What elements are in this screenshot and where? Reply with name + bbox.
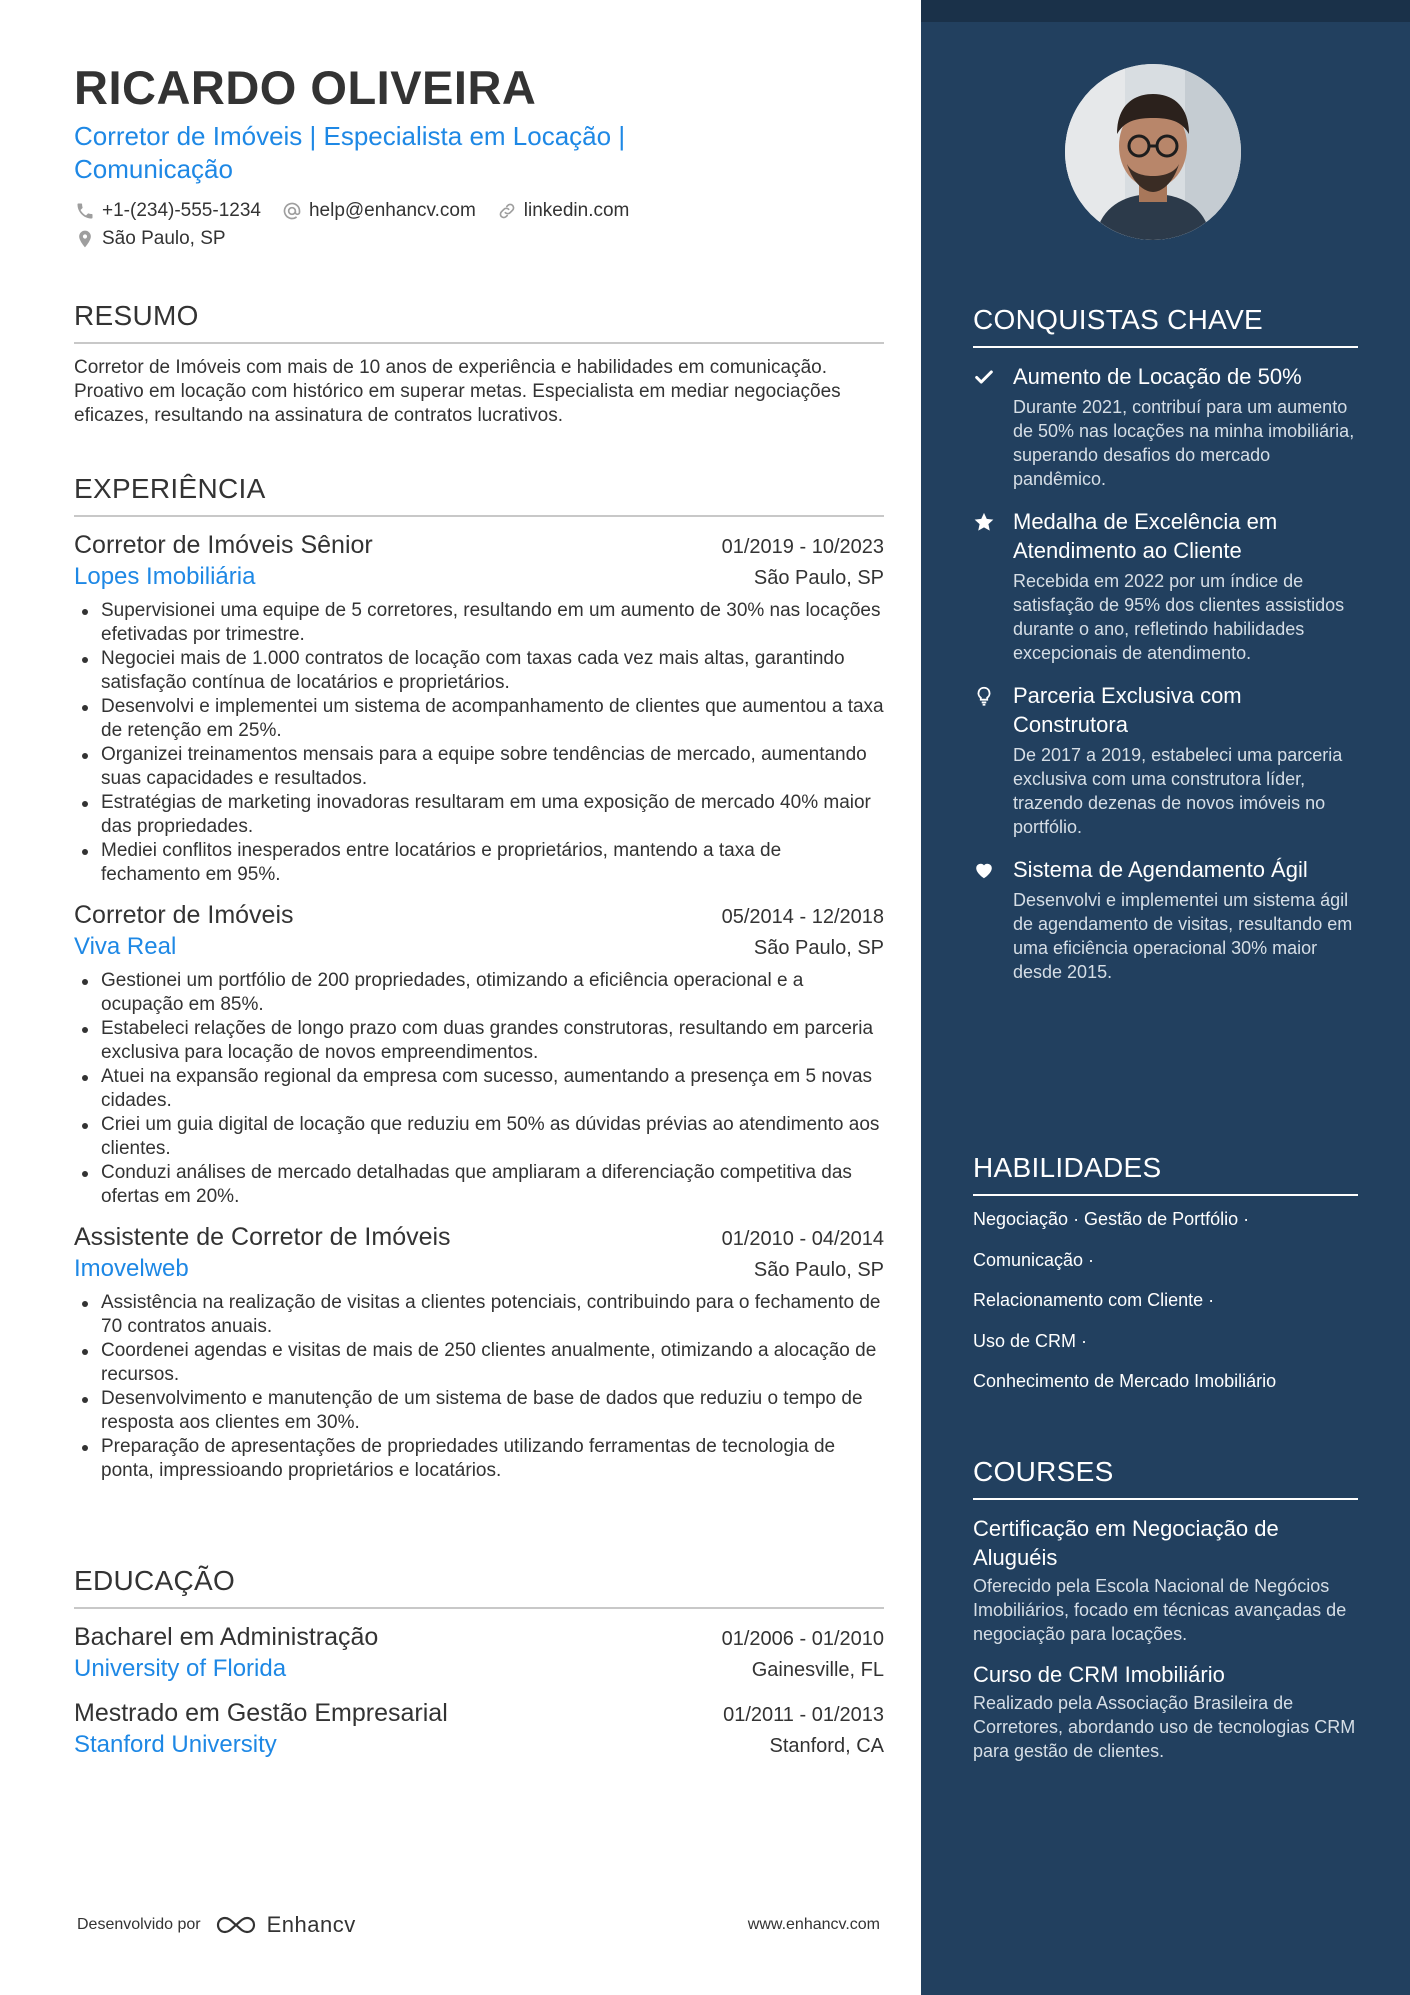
job-title: Corretor de Imóveis [74,901,294,929]
education-entry [74,1621,884,1685]
bullet-item: Mediei conflitos inesperados entre locatários e proprietários, mantendo a taxa de fechamento em 95%. [74,839,884,887]
job-dates: 01/2019 - 10/2023 [721,536,884,558]
achievements-title: CONQUISTAS CHAVE [973,304,1358,348]
experience-section [74,473,884,1483]
course-item [973,1660,1358,1763]
achievement-title: Aumento de Locação de 50% [1013,364,1302,389]
job-location: São Paulo, SP [753,567,884,589]
profile-portrait-icon [1065,64,1241,240]
contact-email[interactable] [281,200,476,222]
job-bullets [74,969,884,1209]
education-section [74,1565,884,1761]
skill-item: Relacionamento com Cliente · [973,1290,1215,1310]
headline-line-1: Corretor de Imóveis | Especialista em Locação | [74,121,626,151]
bullet-item: Gestionei um portfólio de 200 propriedades, otimizando a eficiência operacional e a ocupação em 85%. [74,969,884,1017]
footer-website[interactable]: www.enhancv.com [747,1916,880,1933]
achievement-item [973,507,1358,665]
achievements-section [973,304,1358,984]
experience-title: EXPERIÊNCIA [74,473,884,517]
achievement-desc: De 2017 a 2019, estabeleci uma parceria exclusiva com uma construtora líder, trazendo dezenas de novos imóveis no portfólio. [1013,745,1343,837]
course-title: Curso de CRM Imobiliário [973,1662,1225,1687]
contact-phone [74,200,261,222]
job-entry [74,899,884,1209]
degree-title: Bacharel em Administração [74,1623,379,1651]
linkedin-text: linkedin.com [523,200,630,221]
job-bullets [74,599,884,887]
location-pin-icon [74,228,96,250]
sidebar-top-band [921,0,1410,22]
achievement-item [973,362,1358,491]
bullet-item: Desenvolvimento e manutenção de um sistema de base de dados que reduziu o tempo de resposta aos clientes em 30%. [74,1387,884,1435]
degree-title: Mestrado em Gestão Empresarial [74,1699,448,1727]
lightbulb-icon [973,681,1013,839]
achievement-desc: Desenvolvi e implementei um sistema ágil de agendamento de visitas, resultando em uma eficiência operacional 30% maior desde 2015. [1013,890,1353,982]
skill-item: Comunicação · [973,1249,1095,1270]
headline-line-2: Comunicação [74,154,233,184]
course-desc: Realizado pela Associação Brasileira de Corretores, abordando uso de tecnologias CRM para gestão de clientes. [973,1693,1356,1761]
contact-info [74,200,714,250]
school-location: Gainesville, FL [751,1659,884,1681]
skills-list [973,1208,1358,1392]
summary-title: RESUMO [74,300,884,344]
infinity-logo-icon [213,1913,259,1937]
achievement-item [973,855,1358,984]
job-company: Viva Real [74,933,177,960]
bullet-item: Coordenei agendas e visitas de mais de 250 clientes anualmente, otimizando a alocação de recursos. [74,1339,884,1387]
courses-section [973,1456,1358,1763]
bullet-item: Negociei mais de 1.000 contratos de locação com taxas cada vez mais altas, garantindo satisfação contínua de locatários e proprietários. [74,647,884,695]
achievement-title: Medalha de Excelência em Atendimento ao Cliente [1013,509,1278,563]
education-title: EDUCAÇÃO [74,1565,884,1609]
course-title: Certificação em Negociação de Aluguéis [973,1516,1279,1570]
email-text: help@enhancv.com [308,200,476,221]
bullet-item: Conduzi análises de mercado detalhadas que ampliaram a diferenciação competitiva das ofertas em 20%. [74,1161,884,1209]
bullet-item: Supervisionei uma equipe de 5 corretores, resultando em um aumento de 30% nas locações efetivadas por trimestre. [74,599,884,647]
main-column [74,60,884,1758]
link-icon [496,200,518,222]
skill-item: Uso de CRM · [973,1330,1088,1351]
achievement-desc: Recebida em 2022 por um índice de satisfação de 95% dos clientes assistidos durante o ano, refletindo habilidades excepcionais de atendimento. [1013,571,1345,663]
job-company: Imovelweb [74,1255,189,1282]
job-title: Assistente de Corretor de Imóveis [74,1223,451,1251]
contact-location [74,228,226,250]
job-location: São Paulo, SP [753,1259,884,1281]
skills-title: HABILIDADES [973,1152,1358,1196]
bullet-item: Organizei treinamentos mensais para a equipe sobre tendências de mercado, aumentando suas capacidades e resultados. [74,743,884,791]
bullet-item: Preparação de apresentações de propriedades utilizando ferramentas de tecnologia de ponta, impressioando proprietários e locatários. [74,1435,884,1483]
job-entry [74,1221,884,1483]
bullet-item: Atuei na expansão regional da empresa com sucesso, aumentando a presença em 5 novas cidades. [74,1065,884,1113]
summary-section [74,300,884,428]
footer-developed-by [77,1912,356,1938]
headline [74,120,714,186]
brand-text: Enhancv [266,1912,356,1937]
school-location: Stanford, CA [769,1735,884,1757]
phone-icon [74,200,96,222]
star-icon [973,507,1013,665]
at-icon [281,200,303,222]
education-entry [74,1697,884,1761]
achievement-item [973,681,1358,839]
profile-photo [1065,64,1241,240]
summary-text: Corretor de Imóveis com mais de 10 anos de experiência e habilidades em comunicação. Proativo em locação com histórico em superar metas. Especialista em mediar negociações eficazes, resultando na assinatura de contratos lucrativos. [74,357,841,426]
job-location: São Paulo, SP [753,937,884,959]
enhancv-logo[interactable] [213,1912,356,1938]
courses-title: COURSES [973,1456,1358,1500]
bullet-item: Desenvolvi e implementei um sistema de acompanhamento de clientes que aumentou a taxa de retenção em 25%. [74,695,884,743]
course-desc: Oferecido pela Escola Nacional de Negócios Imobiliários, focado em técnicas avançadas de negociação para locações. [973,1576,1347,1644]
skills-section [973,1152,1358,1411]
job-dates: 01/2010 - 04/2014 [721,1228,884,1250]
school-name: Stanford University [74,1731,277,1758]
sidebar [921,0,1410,1995]
location-text: São Paulo, SP [102,228,226,249]
achievement-title: Sistema de Agendamento Ágil [1013,857,1308,882]
bullet-item: Criei um guia digital de locação que reduziu em 50% as dúvidas prévias ao atendimento aos clientes. [74,1113,884,1161]
degree-dates: 01/2006 - 01/2010 [721,1628,884,1650]
bullet-item: Estabeleci relações de longo prazo com duas grandes construtoras, resultando em parceria exclusiva para locação de novos empreendimentos. [74,1017,884,1065]
school-name: University of Florida [74,1655,287,1682]
degree-dates: 01/2011 - 01/2013 [723,1704,884,1726]
job-company: Lopes Imobiliária [74,563,256,590]
contact-linkedin[interactable] [496,200,630,222]
footer [77,1912,880,1938]
skill-item: Conhecimento de Mercado Imobiliário [973,1371,1277,1391]
achievement-desc: Durante 2021, contribuí para um aumento de 50% nas locações na minha imobiliária, superando desafios do mercado pandêmico. [1013,397,1355,489]
heart-icon [973,855,1013,984]
check-icon [973,362,1013,491]
achievement-title: Parceria Exclusiva com Construtora [1013,683,1242,737]
skill-item: Negociação · Gestão de Portfólio · [973,1209,1250,1229]
developed-by-text: Desenvolvido por [77,1916,201,1933]
job-bullets [74,1291,884,1483]
job-dates: 05/2014 - 12/2018 [721,906,884,928]
course-item [973,1514,1358,1646]
candidate-name: RICARDO OLIVEIRA [74,61,537,114]
job-title: Corretor de Imóveis Sênior [74,531,373,559]
bullet-item: Assistência na realização de visitas a clientes potenciais, contribuindo para o fechamento de 70 contratos anuais. [74,1291,884,1339]
job-entry [74,529,884,887]
bullet-item: Estratégias de marketing inovadoras resultaram em uma exposição de mercado 40% maior das propriedades. [74,791,884,839]
phone-text: +1-(234)-555-1234 [102,200,261,221]
